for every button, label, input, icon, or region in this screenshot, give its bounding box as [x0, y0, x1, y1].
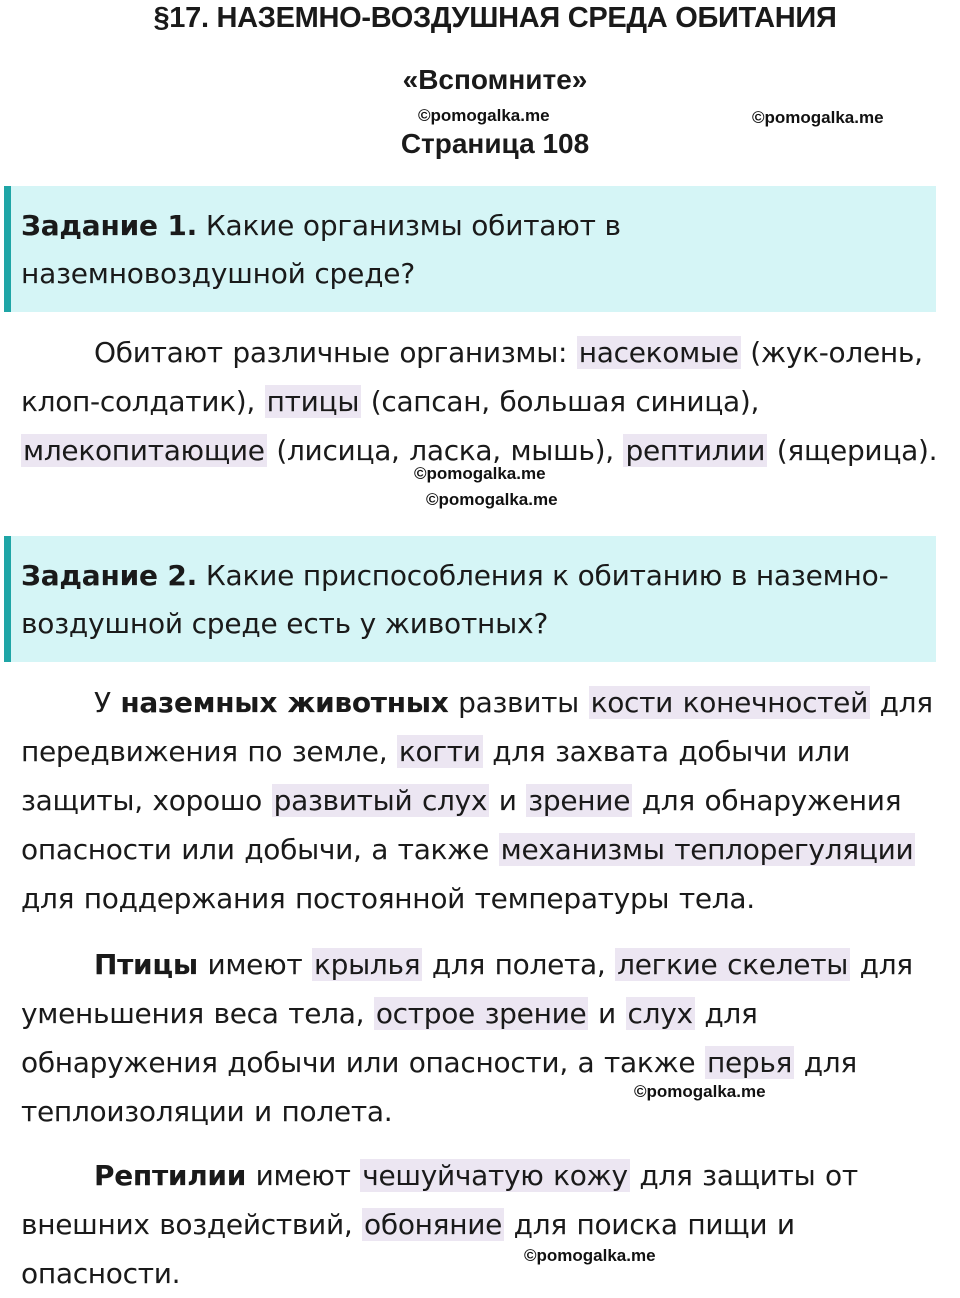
task-2-question-cont: воздушной среде есть у животных?	[21, 607, 549, 640]
text: и	[588, 997, 626, 1030]
task-1-question-cont: наземновоздушной среде?	[21, 257, 415, 290]
text: для поддержания постоянной температуры тела.	[21, 882, 755, 915]
highlight: птицы	[266, 385, 360, 418]
text: имеют	[197, 948, 312, 981]
text: У	[94, 686, 121, 719]
text: для обнаружения добычи или опасности, а также	[21, 997, 758, 1079]
highlight: острое зрение	[375, 997, 587, 1030]
watermark: ©pomogalka.me	[752, 108, 884, 127]
task-2-box	[4, 536, 936, 662]
highlight: механизмы теплорегуляции	[500, 833, 914, 866]
task-1-label: Задание 1.	[21, 209, 198, 242]
text: для обнаружения опасности или добычи, а также	[21, 784, 902, 866]
bold-term: наземных животных	[120, 686, 449, 719]
text: для передвижения по земле,	[21, 686, 933, 768]
highlight: рептилии	[625, 434, 766, 467]
task-2-question: Какие приспособления к обитанию в наземно-	[197, 559, 889, 592]
highlight: обоняние	[364, 1208, 503, 1241]
text: имеют	[246, 1159, 361, 1192]
highlight: легкие скелеты	[617, 948, 849, 981]
page-title: §17. НАЗЕМНО-ВОЗДУШНАЯ СРЕДА ОБИТАНИЯ	[153, 2, 837, 34]
highlight: зрение	[528, 784, 631, 817]
text: для захвата добычи или защиты, хорошо	[21, 735, 851, 817]
watermark: ©pomogalka.me	[426, 490, 558, 509]
highlight: чешуйчатую кожу	[362, 1159, 628, 1192]
watermark: ©pomogalka.me	[414, 464, 546, 483]
task-2-label: Задание 2.	[21, 559, 198, 592]
answer-2-paragraph-1	[21, 678, 956, 923]
watermark: ©pomogalka.me	[418, 106, 550, 125]
watermark: ©pomogalka.me	[524, 1246, 656, 1265]
task-1-box	[4, 186, 936, 312]
text: для полета,	[422, 948, 616, 981]
answer-1	[21, 328, 956, 475]
text: развиты	[448, 686, 589, 719]
text: (лисица, ласка, мышь),	[266, 434, 624, 467]
highlight: когти	[398, 735, 481, 768]
text: для поиска пищи и опасности.	[21, 1208, 795, 1290]
section-subtitle: «Вспомните»	[402, 64, 588, 95]
text: для теплоизоляции и полета.	[21, 1046, 857, 1128]
text: (ящерица).	[767, 434, 938, 467]
watermark: ©pomogalka.me	[634, 1082, 766, 1101]
bold-term: Птицы	[94, 948, 198, 981]
highlight: млекопитающие	[23, 434, 265, 467]
text: (сапсан, большая синица),	[361, 385, 760, 418]
highlight: перья	[706, 1046, 793, 1079]
text: Обитают различные организмы:	[94, 336, 577, 369]
page-number: Страница 108	[400, 128, 590, 159]
text: (жук-олень, клоп-солдатик),	[21, 336, 923, 418]
text: для уменьшения веса тела,	[21, 948, 913, 1030]
highlight: насекомые	[578, 336, 739, 369]
bold-term: Рептилии	[94, 1159, 247, 1192]
answer-2-paragraph-2	[21, 940, 956, 1136]
highlight: слух	[627, 997, 693, 1030]
text: и	[489, 784, 527, 817]
highlight: крылья	[314, 948, 421, 981]
answer-2-paragraph-3	[21, 1151, 956, 1298]
text: для защиты от внешних воздействий,	[21, 1159, 858, 1241]
task-1-question: Какие организмы обитают в	[197, 209, 621, 242]
highlight: кости конечностей	[590, 686, 869, 719]
highlight: развитый слух	[273, 784, 488, 817]
